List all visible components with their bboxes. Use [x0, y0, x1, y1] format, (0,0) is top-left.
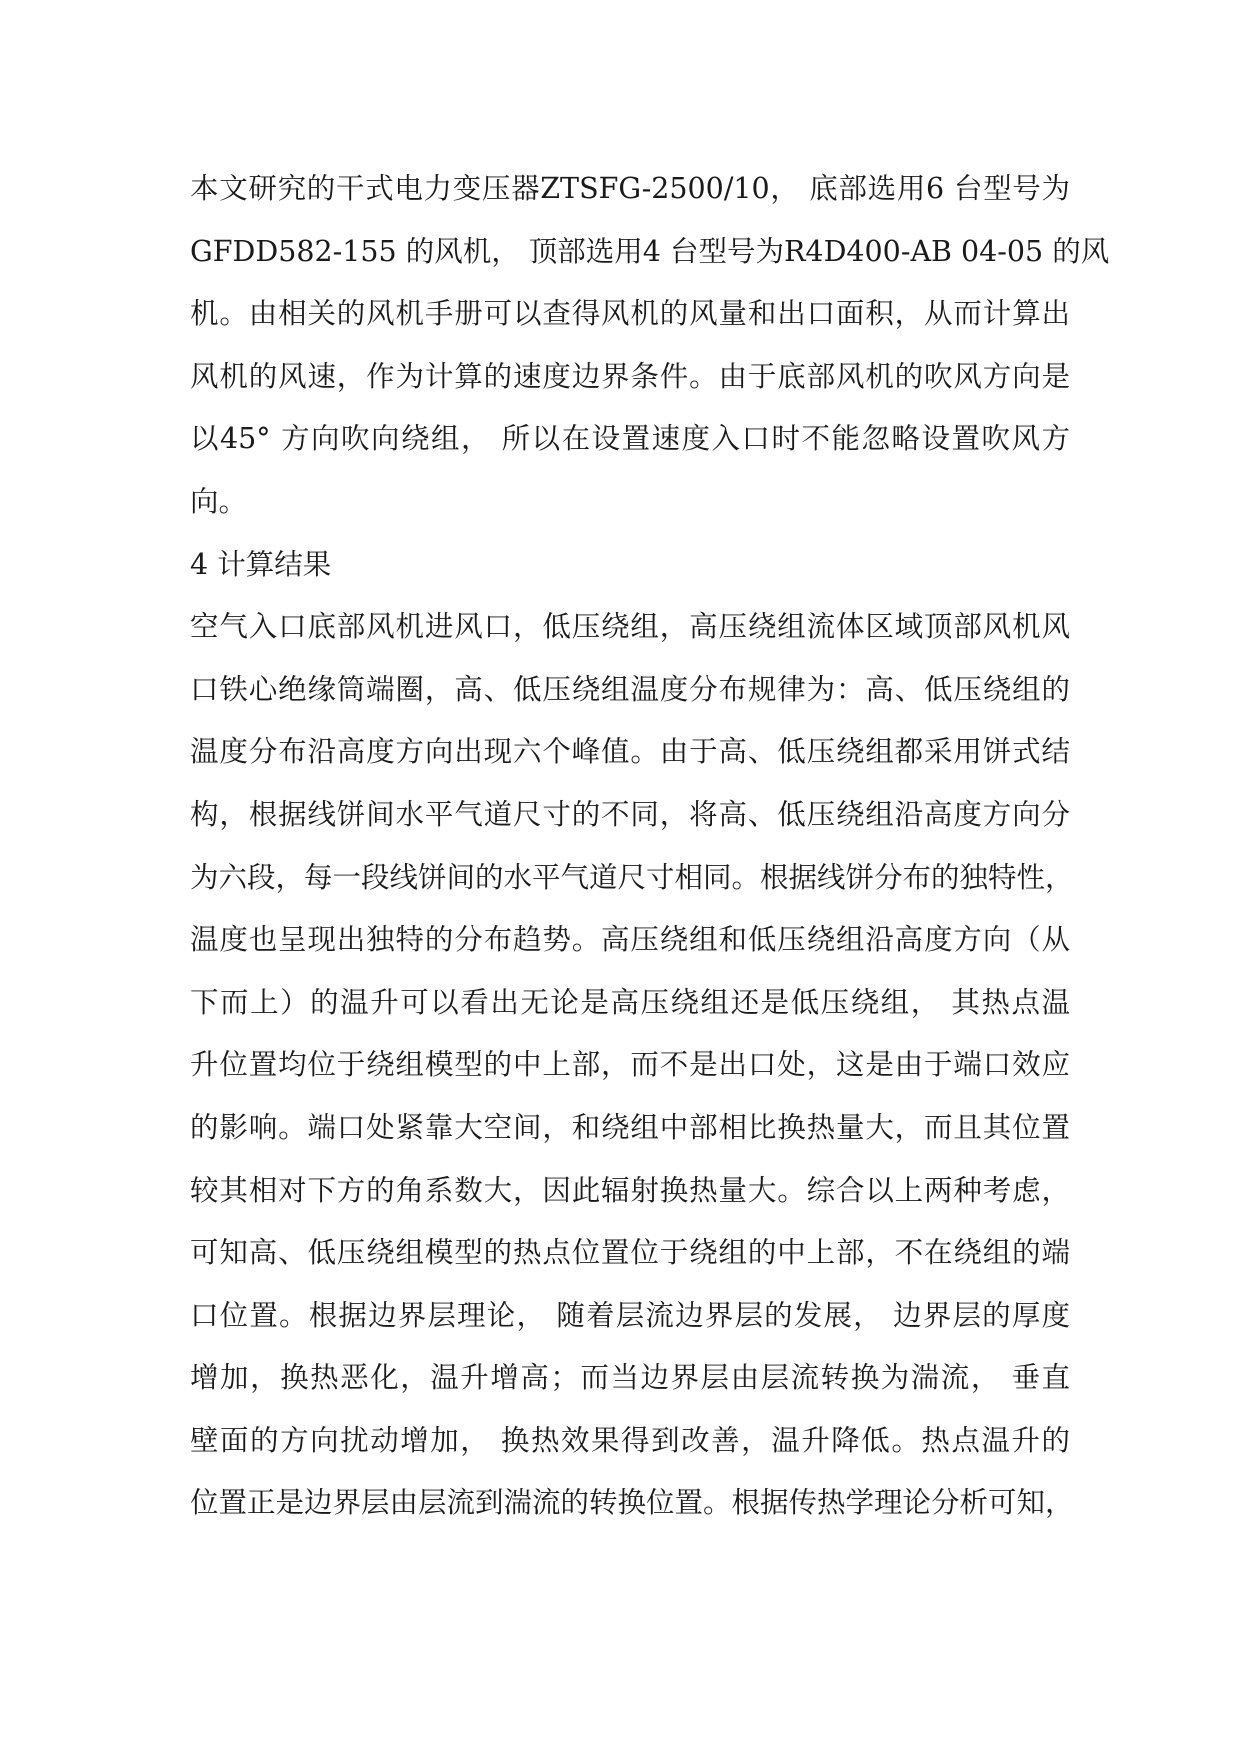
text-line: 增加，换热恶化，温升增高；而当边界层由层流转换为湍流， 垂直	[190, 1361, 1070, 1395]
text-line: 较其相对下方的角系数大，因此辐射换热量大。综合以上两种考虑，	[190, 1173, 1070, 1207]
text-line: 下而上）的温升可以看出无论是高压绕组还是低压绕组， 其热点温	[190, 985, 1070, 1019]
text-line: 位置正是边界层由层流到湍流的转换位置。根据传热学理论分析可知，	[190, 1486, 1074, 1520]
text-line: 为六段，每一段线饼间的水平气道尺寸相同。根据线饼分布的独特性，	[190, 860, 1074, 894]
body-text	[190, 158, 1110, 1535]
text-line: 可知高、低压绕组模型的热点位置位于绕组的中上部，不在绕组的端	[190, 1236, 1070, 1270]
text-line: 温度也呈现出独特的分布趋势。高压绕组和低压绕组沿高度方向（从	[190, 923, 1070, 957]
text-line: 机。由相关的风机手册可以查得风机的风量和出口面积，从而计算出	[190, 297, 1070, 331]
text-line: 空气入口底部风机进风口，低压绕组，高压绕组流体区域顶部风机风	[190, 610, 1070, 644]
text-line: 温度分布沿高度方向出现六个峰值。由于高、低压绕组都采用饼式结	[190, 735, 1070, 769]
text-line: GFDD582-155 的风机， 顶部选用4 台型号为R4D400-AB 04-05 的风	[190, 234, 1110, 268]
text-line: 以45° 方向吹向绕组， 所以在设置速度入口时不能忽略设置吹风方	[190, 422, 1070, 456]
text-line: 本文研究的干式电力变压器ZTSFG-2500/10， 底部选用6 台型号为	[190, 172, 1070, 205]
text-line: 构，根据线饼间水平气道尺寸的不同，将高、低压绕组沿高度方向分	[190, 797, 1070, 831]
text-line: 向。	[190, 484, 248, 518]
paragraph-results	[190, 596, 1074, 1535]
text-line: 的影响。端口处紧靠大空间，和绕组中部相比换热量大，而且其位置	[190, 1110, 1070, 1144]
text-line: 口铁心绝缘筒端圈，高、低压绕组温度分布规律为：高、低压绕组的	[190, 672, 1070, 706]
text-line: 风机的风速，作为计算的速度边界条件。由于底部风机的吹风方向是	[190, 359, 1070, 393]
section-heading: 4 计算结果	[190, 547, 332, 581]
text-line: 升位置均位于绕组模型的中上部，而不是出口处，这是由于端口效应	[190, 1048, 1070, 1082]
text-line: 口位置。根据边界层理论， 随着层流边界层的发展， 边界层的厚度	[190, 1298, 1070, 1332]
paragraph-fan-selection	[190, 158, 1110, 534]
text-line: 壁面的方向扰动增加， 换热效果得到改善，温升降低。热点温升的	[190, 1423, 1070, 1457]
